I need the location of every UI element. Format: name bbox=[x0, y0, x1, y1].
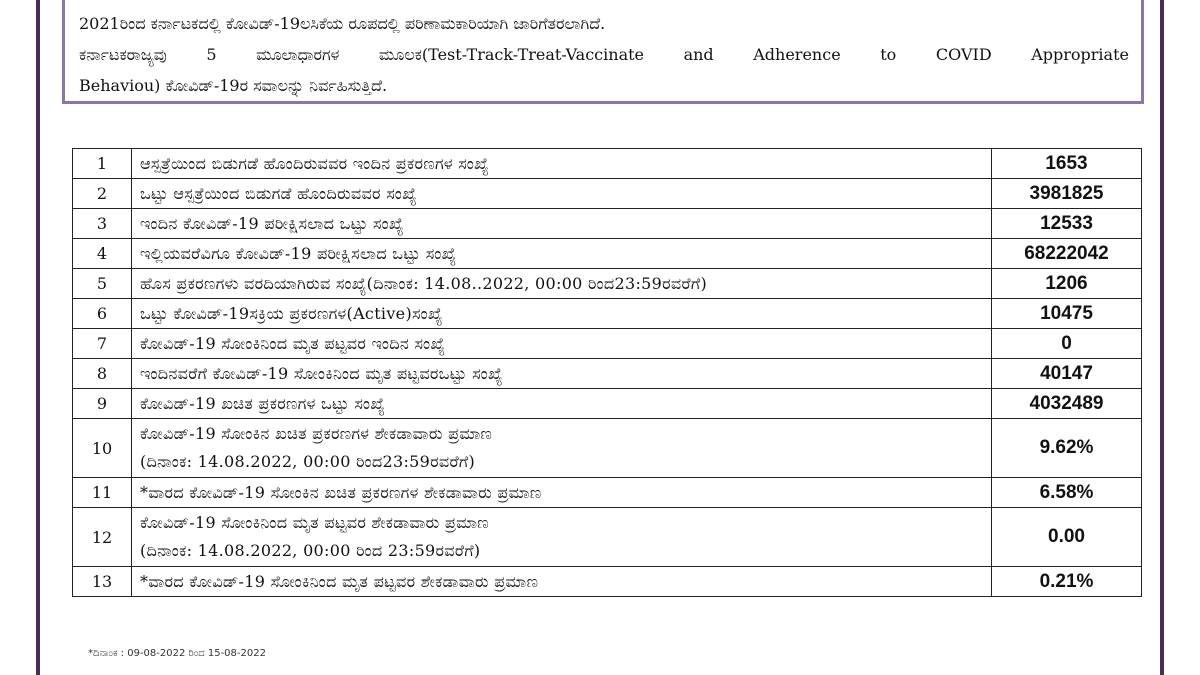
row-value: 1206 bbox=[992, 269, 1142, 299]
row-description bbox=[132, 567, 992, 597]
row-value: 12533 bbox=[992, 209, 1142, 239]
row-description bbox=[132, 359, 992, 389]
row-description bbox=[132, 239, 992, 269]
table-row bbox=[73, 478, 1142, 508]
description-line: ಒಟ್ಟು ಕೋವಿಡ್-19ಸಕ್ರಿಯ ಪ್ರಕರಣಗಳ(Active)ಸಂಖ್ಯೆ bbox=[140, 303, 443, 323]
table-row bbox=[73, 419, 1142, 478]
row-number: 5 bbox=[73, 269, 132, 299]
row-description bbox=[132, 209, 992, 239]
description-line: ಕೋವಿಡ್-19 ಖಚಿತ ಪ್ರಕರಣಗಳ ಒಟ್ಟು ಸಂಖ್ಯೆ bbox=[140, 393, 386, 413]
table-row bbox=[73, 209, 1142, 239]
row-value: 9.62% bbox=[992, 419, 1142, 478]
table-row bbox=[73, 179, 1142, 209]
description-line: ಕೋವಿಡ್-19 ಸೋಂಕಿನಿಂದ ಮೃತ ಪಟ್ಟವರ ಶೇಕಡಾವಾರು ಪ್ರಮಾಣ bbox=[140, 513, 489, 532]
row-description bbox=[132, 179, 992, 209]
table-row bbox=[73, 389, 1142, 419]
row-number: 7 bbox=[73, 329, 132, 359]
table-row bbox=[73, 567, 1142, 597]
description-line: ಕೋವಿಡ್-19 ಸೋಂಕಿನಿಂದ ಮೃತ ಪಟ್ಟವರ ಇಂದಿನ ಸಂಖ್ಯೆ bbox=[140, 333, 446, 353]
table-row bbox=[73, 269, 1142, 299]
intro-line-2: ಕರ್ನಾಟಕರಾಜ್ಯವು 5 ಮೂಲಾಧಾರಗಳ ಮೂಲಕ(Test-Track-Treat-Vaccinate and Adherence to COVID Appropriate bbox=[79, 45, 1129, 64]
row-value: 4032489 bbox=[992, 389, 1142, 419]
description-line: *ವಾರದ ಕೋವಿಡ್-19 ಸೋಂಕಿನಿಂದ ಮೃತ ಪಟ್ಟವರ ಶೇಕಡಾವಾರು ಪ್ರಮಾಣ bbox=[140, 571, 539, 591]
row-value: 6.58% bbox=[992, 478, 1142, 508]
row-number: 3 bbox=[73, 209, 132, 239]
row-value: 10475 bbox=[992, 299, 1142, 329]
row-number: 11 bbox=[73, 478, 132, 508]
intro-line-1: 2021ರಿಂದ ಕರ್ನಾಟಕದಲ್ಲಿ ಕೋವಿಡ್-19ಲಸಿಕೆಯ ರೂಪದಲ್ಲಿ ಪರಿಣಾಮಕಾರಿಯಾಗಿ ಜಾರಿಗೆತರಲಾಗಿದೆ. bbox=[79, 14, 606, 33]
table-row bbox=[73, 508, 1142, 567]
row-value: 0.21% bbox=[992, 567, 1142, 597]
description-line: (ದಿನಾಂಕ: 14.08.2022, 00:00 ರಿಂದ23:59ರವರೆಗೆ) bbox=[140, 452, 476, 471]
row-number: 6 bbox=[73, 299, 132, 329]
description-line: ಆಸ್ಪತ್ರೆಯಿಂದ ಬಿಡುಗಡೆ ಹೊಂದಿರುವವರ ಇಂದಿನ ಪ್ರಕರಣಗಳ ಸಂಖ್ಯೆ bbox=[140, 153, 489, 173]
row-description bbox=[132, 419, 992, 478]
row-number: 4 bbox=[73, 239, 132, 269]
row-description bbox=[132, 149, 992, 179]
description-line: ಇಂದಿನವರೆಗೆ ಕೋವಿಡ್-19 ಸೋಂಕಿನಿಂದ ಮೃತ ಪಟ್ಟವರಒಟ್ಟು ಸಂಖ್ಯೆ bbox=[140, 363, 503, 383]
row-description bbox=[132, 508, 992, 567]
row-description bbox=[132, 389, 992, 419]
description-line: ಇಂದಿನ ಕೋವಿಡ್-19 ಪರೀಕ್ಷಿಸಲಾದ ಒಟ್ಟು ಸಂಖ್ಯೆ bbox=[140, 213, 404, 233]
row-number: 2 bbox=[73, 179, 132, 209]
footnote: *ದಿನಾಂಕ : 09-08-2022 ರಿಂದ 15-08-2022 bbox=[88, 648, 266, 659]
row-value: 40147 bbox=[992, 359, 1142, 389]
intro-box bbox=[62, 0, 1144, 104]
table-row bbox=[73, 359, 1142, 389]
row-number: 13 bbox=[73, 567, 132, 597]
row-number: 10 bbox=[73, 419, 132, 478]
row-number: 8 bbox=[73, 359, 132, 389]
table-row bbox=[73, 149, 1142, 179]
description-line: *ವಾರದ ಕೋವಿಡ್-19 ಸೋಂಕಿನ ಖಚಿತ ಪ್ರಕರಣಗಳ ಶೇಕಡಾವಾರು ಪ್ರಮಾಣ bbox=[140, 482, 542, 502]
description-line: ಹೊಸ ಪ್ರಕರಣಗಳು ವರದಿಯಾಗಿರುವ ಸಂಖ್ಯೆ(ದಿನಾಂಕ: 14.08..2022, 00:00 ರಿಂದ23:59ರವರೆಗೆ) bbox=[140, 273, 708, 293]
row-number: 12 bbox=[73, 508, 132, 567]
row-value: 68222042 bbox=[992, 239, 1142, 269]
row-value: 1653 bbox=[992, 149, 1142, 179]
row-description bbox=[132, 269, 992, 299]
row-number: 1 bbox=[73, 149, 132, 179]
table-row bbox=[73, 239, 1142, 269]
row-description bbox=[132, 478, 992, 508]
description-line: (ದಿನಾಂಕ: 14.08.2022, 00:00 ರಿಂದ 23:59ರವರೆಗೆ) bbox=[140, 541, 481, 560]
row-value: 0.00 bbox=[992, 508, 1142, 567]
covid-stats-table bbox=[72, 148, 1142, 597]
row-number: 9 bbox=[73, 389, 132, 419]
description-line: ಒಟ್ಟು ಆಸ್ಪತ್ರೆಯಿಂದ ಬಿಡುಗಡೆ ಹೊಂದಿರುವವರ ಸಂಖ್ಯೆ bbox=[140, 183, 417, 203]
row-description bbox=[132, 329, 992, 359]
description-line: ಇಲ್ಲಿಯವರೆವಿಗೂ ಕೋವಿಡ್-19 ಪರೀಕ್ಷಿಸಲಾದ ಒಟ್ಟು ಸಂಖ್ಯೆ bbox=[140, 243, 457, 263]
intro-line-3: Behaviou) ಕೋವಿಡ್-19ರ ಸವಾಲನ್ನು ನಿರ್ವಹಿಸುತ್ತಿದೆ. bbox=[79, 76, 388, 95]
table-row bbox=[73, 299, 1142, 329]
row-value: 3981825 bbox=[992, 179, 1142, 209]
description-line: ಕೋವಿಡ್-19 ಸೋಂಕಿನ ಖಚಿತ ಪ್ರಕರಣಗಳ ಶೇಕಡಾವಾರು ಪ್ರಮಾಣ bbox=[140, 424, 493, 443]
table-row bbox=[73, 329, 1142, 359]
row-value: 0 bbox=[992, 329, 1142, 359]
row-description bbox=[132, 299, 992, 329]
